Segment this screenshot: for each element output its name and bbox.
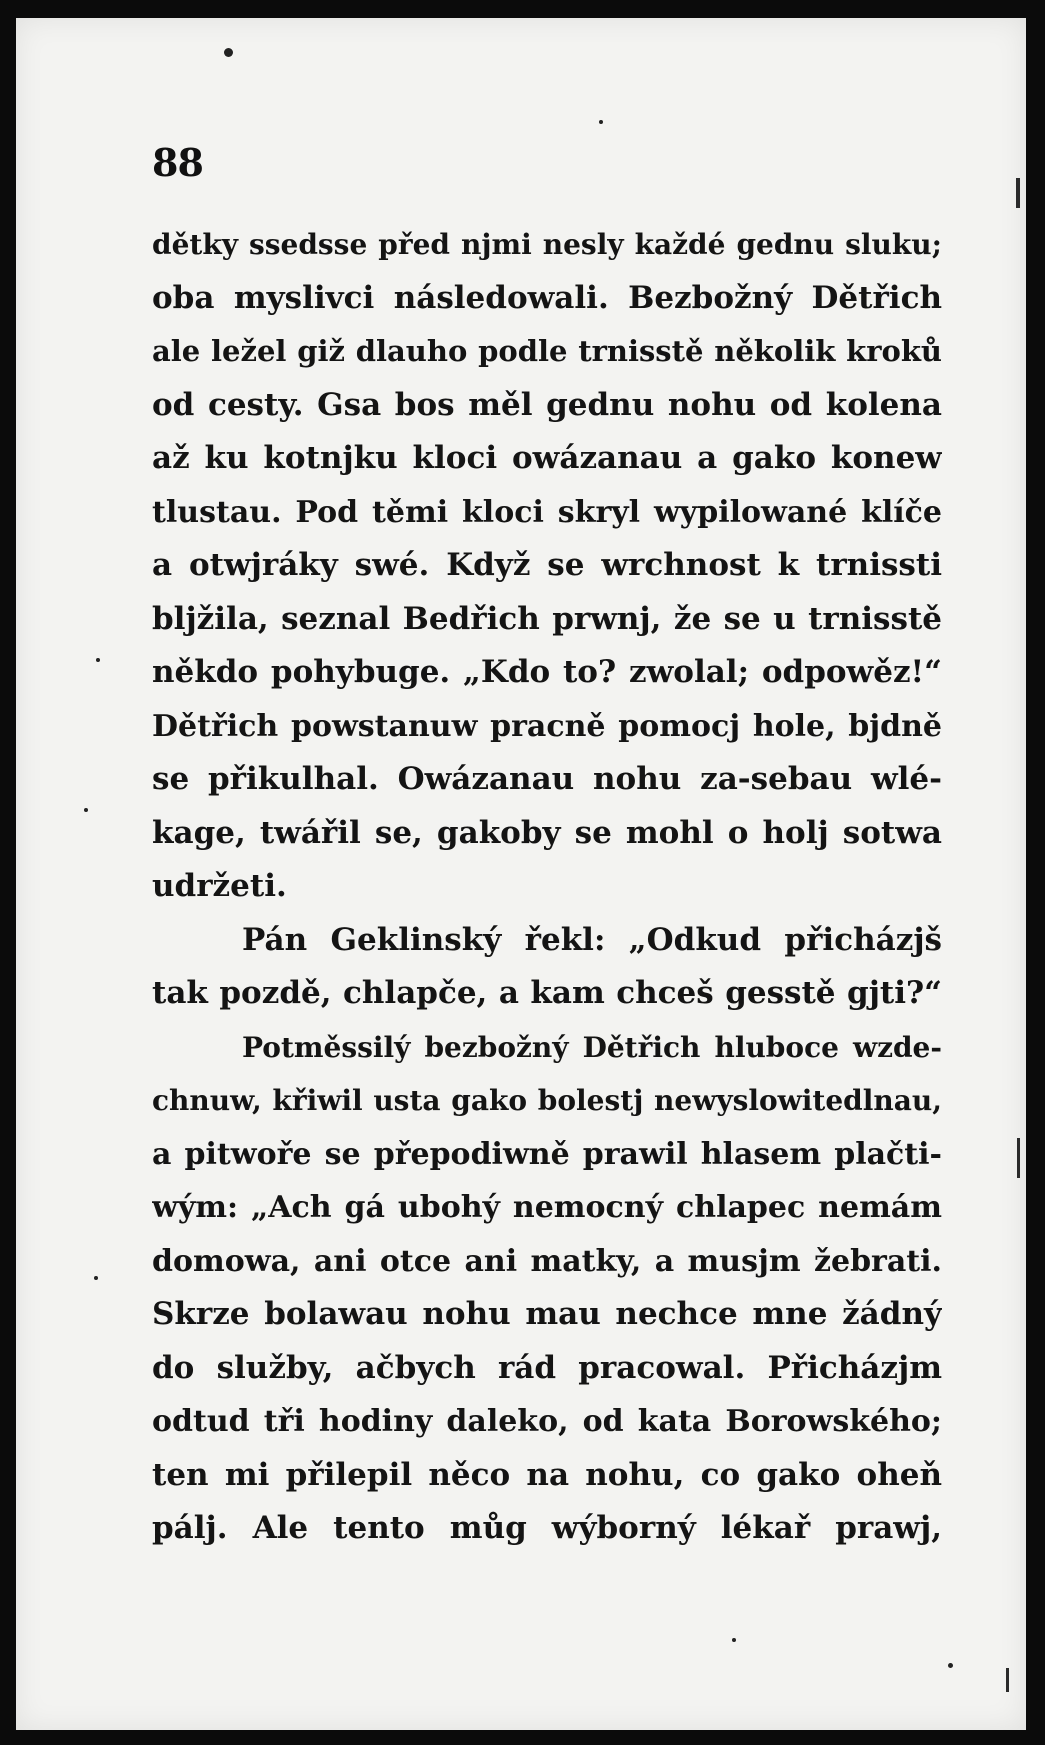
text-line: od cesty. Gsa bos měl gednu nohu od kolena <box>152 386 942 423</box>
ink-speck <box>599 120 603 124</box>
text-line: Potměssilý bezbožný Dětřich hluboce wzde- <box>242 1030 942 1064</box>
text-line: a otwjráky swé. Když se wrchnost k trnissti <box>152 547 942 583</box>
text-line: Pán Geklinský řekl: „Odkud přicházjš <box>242 921 942 958</box>
text-line: oba myslivci následowali. Bezbožný Dětřich <box>152 279 942 316</box>
text-line: chnuw, křiwil usta gako bolestj newyslowitedlnau, <box>152 1084 942 1117</box>
text-line: pálj. Ale tento můg wýborný lékař prawj, <box>152 1510 942 1546</box>
text-line: Skrze bolawau nohu mau nechce mne žádný <box>152 1296 942 1332</box>
ink-speck <box>94 1276 98 1280</box>
edge-mark <box>1006 1668 1009 1692</box>
text-line: tak pozdě, chlapče, a kam chceš gesstě gjti?“ <box>152 975 942 1011</box>
text-line: kage, twářil se, gakoby se mohl o holj sotwa <box>152 814 942 851</box>
edge-mark <box>1017 1138 1020 1178</box>
book-page <box>16 18 1026 1730</box>
text-line: do služby, ačbych rád pracowal. Přicházjm <box>152 1349 942 1386</box>
text-line: někdo pohybuge. „Kdo to? zwolal; odpowěz!“ <box>152 654 942 690</box>
body-text <box>152 218 942 1556</box>
text-line: domowa, ani otce ani matky, a musjm žebrati. <box>152 1243 942 1279</box>
text-line: tlustau. Pod těmi kloci skryl wypilowané klíče <box>152 494 942 530</box>
text-line: dětky ssedsse před njmi nesly každé gednu sluku; <box>152 228 942 261</box>
text-line: Dětřich powstanuw pracně pomocj hole, bjdně <box>152 708 942 744</box>
ink-speck <box>96 658 100 662</box>
text-line: udržeti. <box>152 868 287 904</box>
ink-speck <box>224 48 233 57</box>
text-line: se přikulhal. Owázanau nohu za-sebau wlé- <box>152 761 942 797</box>
ink-speck <box>948 1663 953 1668</box>
text-line: ten mi přilepil něco na nohu, co gako oheň <box>152 1456 942 1493</box>
text-line: a pitwoře se přepodiwně prawil hlasem plačti- <box>152 1136 942 1172</box>
page-number: 88 <box>152 140 203 185</box>
text-line: odtud tři hodiny daleko, od kata Borowského; <box>152 1404 942 1439</box>
text-line: wým: „Ach gá ubohý nemocný chlapec nemám <box>152 1190 942 1225</box>
text-line: ale ležel giž dlauho podle trnisstě několik kroků <box>152 334 942 368</box>
ink-speck <box>732 1638 736 1642</box>
text-line: bljžila, seznal Bedřich prwnj, že se u trnisstě <box>152 600 942 637</box>
ink-speck <box>84 808 88 812</box>
text-line: až ku kotnjku kloci owázanau a gako konew <box>152 440 942 476</box>
edge-mark <box>1016 178 1020 208</box>
